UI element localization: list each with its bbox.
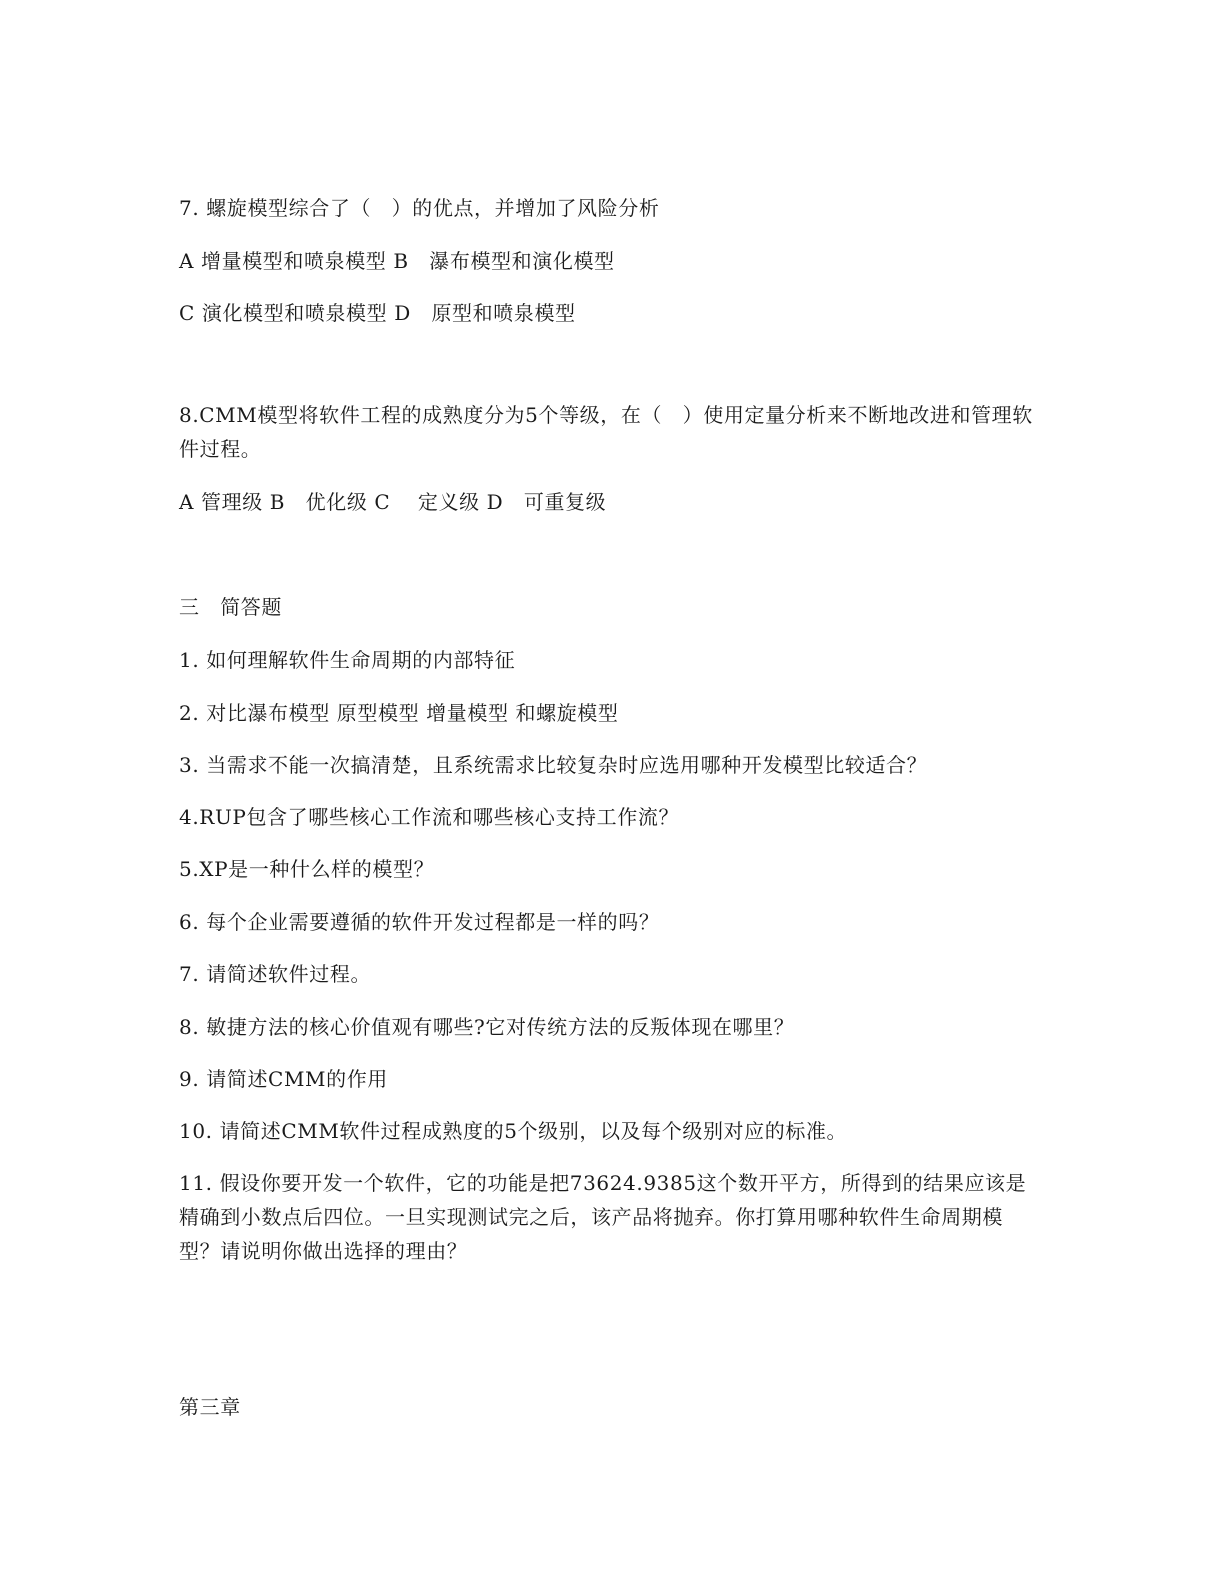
short-answer-item-1: 1. 如何理解软件生命周期的内部特征 xyxy=(179,648,516,672)
short-answer-item-11: 11. 假设你要开发一个软件，它的功能是把73624.9385这个数开平方，所得到的结果应该是精确到小数点后四位。一旦实现测试完之后，该产品将抛弃。你打算用哪种软件生命周期模型？请说明你做出选择的理由？ xyxy=(179,1171,1027,1263)
short-answer-item-8: 8. 敏捷方法的核心价值观有哪些?它对传统方法的反叛体现在哪里？ xyxy=(179,1015,795,1039)
short-answer-item-5: 5.XP是一种什么样的模型？ xyxy=(179,857,435,881)
short-answer-item-6: 6. 每个企业需要遵循的软件开发过程都是一样的吗？ xyxy=(179,910,660,934)
question-7-stem: 7. 螺旋模型综合了（ ）的优点，并增加了风险分析 xyxy=(179,196,660,220)
section-heading-short-answer: 三 简答题 xyxy=(179,595,282,619)
question-7-options-ab: A 增量模型和喷泉模型 B 瀑布模型和演化模型 xyxy=(179,249,615,273)
short-answer-item-4: 4.RUP包含了哪些核心工作流和哪些核心支持工作流？ xyxy=(179,805,680,829)
short-answer-item-2: 2. 对比瀑布模型 原型模型 增量模型 和螺旋模型 xyxy=(179,701,619,725)
short-answer-item-7: 7. 请简述软件过程。 xyxy=(179,962,372,986)
short-answer-item-9: 9. 请简述CMM的作用 xyxy=(179,1067,388,1091)
chapter-title: 第三章 xyxy=(179,1395,241,1419)
question-8-options: A 管理级 B 优化级 C 定义级 D 可重复级 xyxy=(179,490,607,514)
short-answer-item-3: 3. 当需求不能一次搞清楚，且系统需求比较复杂时应选用哪种开发模型比较适合？ xyxy=(179,753,928,777)
question-7-options-cd: C 演化模型和喷泉模型 D 原型和喷泉模型 xyxy=(179,301,576,325)
question-8-stem: 8.CMM模型将软件工程的成熟度分为5个等级，在（ ）使用定量分析来不断地改进和管理软件过程。 xyxy=(179,403,1033,461)
short-answer-item-10: 10. 请简述CMM软件过程成熟度的5个级别，以及每个级别对应的标准。 xyxy=(179,1119,848,1143)
